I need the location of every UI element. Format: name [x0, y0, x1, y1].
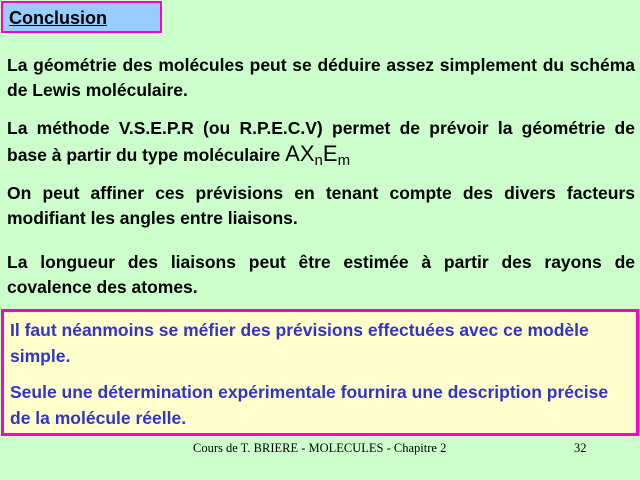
slide-title-box [1, 1, 162, 33]
paragraph-angles: On peut affiner ces prévisions en tenant compte des divers facteurs modifiant les angles entre liaisons. [7, 183, 635, 228]
footer-page-number: 32 [574, 441, 587, 455]
warning-text-caution: Il faut néanmoins se méfier des prévisions effectuées avec ce modèle simple. [10, 320, 589, 366]
formula-subscript-m: m [337, 152, 351, 169]
slide-title: Conclusion [9, 8, 107, 28]
warning-text-experimental: Seule une détermination expérimentale fournira une description précise de la molécule réelle. [10, 382, 609, 428]
formula-e: E [322, 141, 338, 166]
warning-box [1, 309, 639, 436]
paragraph-bond-length: La longueur des liaisons peut être estimée à partir des rayons de covalence des atomes. [7, 252, 635, 297]
footer-course-title: Cours de T. BRIERE - MOLECULES - Chapitre 2 [193, 441, 447, 455]
formula-subscript-n: n [314, 152, 323, 169]
paragraph-vsepr-text: La méthode V.S.E.P.R (ou R.P.E.C.V) permet de prévoir la géométrie de base à partir du type moléculaire [7, 118, 635, 165]
formula-ax: AX [285, 141, 315, 166]
paragraph-vsepr [7, 116, 635, 168]
paragraph-geometry-lewis: La géométrie des molécules peut se déduire assez simplement du schéma de Lewis moléculaire. [7, 55, 635, 100]
formula-axnem [285, 141, 351, 169]
